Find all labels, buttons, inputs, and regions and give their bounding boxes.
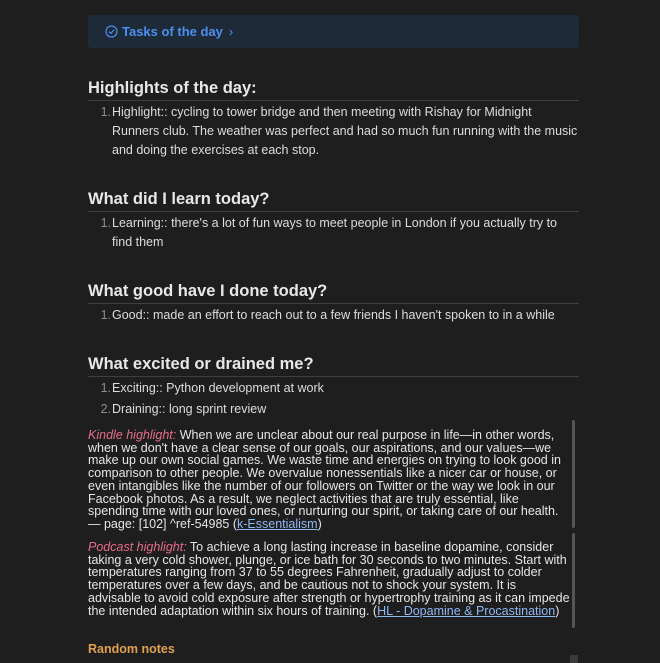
heading-highlights: Highlights of the day: (88, 78, 579, 101)
section-good (88, 281, 579, 325)
list-number: 2. (100, 402, 111, 416)
podcast-highlight-tag: Podcast highlight: (88, 540, 187, 554)
heading-excited: What excited or drained me? (88, 354, 579, 377)
heading-learn: What did I learn today? (88, 189, 579, 212)
podcast-close-paren: ) (555, 603, 560, 618)
list-number: 1. (100, 216, 111, 230)
list-item (88, 306, 579, 325)
list-text: Draining:: long sprint review (112, 402, 267, 416)
kindle-scrollbar[interactable] (572, 420, 575, 528)
kindle-highlight-text: When we are unclear about our real purpose in life—in other words, when we don't have a clear sense of our goals, our aspirations, and our values—we make up our own social games. We waste time and energies on trying to look good in comparison to other people. We overvalue nonessentials like a nicer car or house, or even intangibles like the number of our followers on Twitter or the way we look in our Facebook photos. As a result, we neglect activities that are truly essential, like spending time with our loved ones, or nurturing our spirit, or taking care of our health. — page: [102] ^ref-54985 ( (88, 428, 561, 531)
list-item (88, 379, 579, 398)
random-notes-heading: Random notes (88, 642, 175, 656)
list-item (88, 103, 579, 160)
podcast-scrollbar[interactable] (572, 533, 575, 628)
heading-good: What good have I done today? (88, 281, 579, 304)
tasks-link-label: Tasks of the day (122, 24, 223, 39)
dopamine-link[interactable]: HL - Dopamine & Procastination (377, 603, 556, 618)
section-highlights (88, 78, 579, 160)
podcast-highlight-text: To achieve a long lasting increase in baseline dopamine, consider taking a very cold shower, plunge, or ice bath for 30 seconds to two minutes. Start with temperatures ranging from 37 to 55 degrees Fahrenheit, gradually adjust to colder temperatures over a few days, and be cautious not to shock your system. It is advisable to avoid cold exposure after strength or hypertrophy training as it can impede the intended adaptation within six hours of training. ( (88, 540, 570, 618)
list-text: Exciting:: Python development at work (112, 381, 324, 395)
list-text: Highlight:: cycling to tower bridge and then meeting with Rishay for Midnight Runners club. The weather was perfect and had so much fun running with the music and doing the exercises at each stop. (112, 105, 578, 157)
kindle-close-paren: ) (317, 516, 322, 531)
section-learn (88, 189, 579, 252)
tasks-of-the-day-link[interactable] (88, 15, 579, 48)
essentialism-link[interactable]: k-Essentialism (237, 516, 318, 531)
list-text: Learning:: there's a lot of fun ways to meet people in London if you actually try to find them (112, 216, 558, 249)
list-text: Good:: made an effort to reach out to a few friends I haven't spoken to in a while (112, 308, 555, 322)
list-item (88, 214, 579, 252)
section-excited (88, 354, 579, 419)
list-item (88, 400, 579, 419)
kindle-highlight-block (88, 429, 570, 531)
list-number: 1. (100, 381, 111, 395)
podcast-highlight-block (88, 541, 570, 617)
check-circle-icon (105, 25, 118, 38)
chevron-right-icon: › (228, 24, 234, 39)
list-number: 1. (100, 308, 111, 322)
list-number: 1. (100, 105, 111, 119)
kindle-highlight-tag: Kindle highlight: (88, 428, 177, 442)
